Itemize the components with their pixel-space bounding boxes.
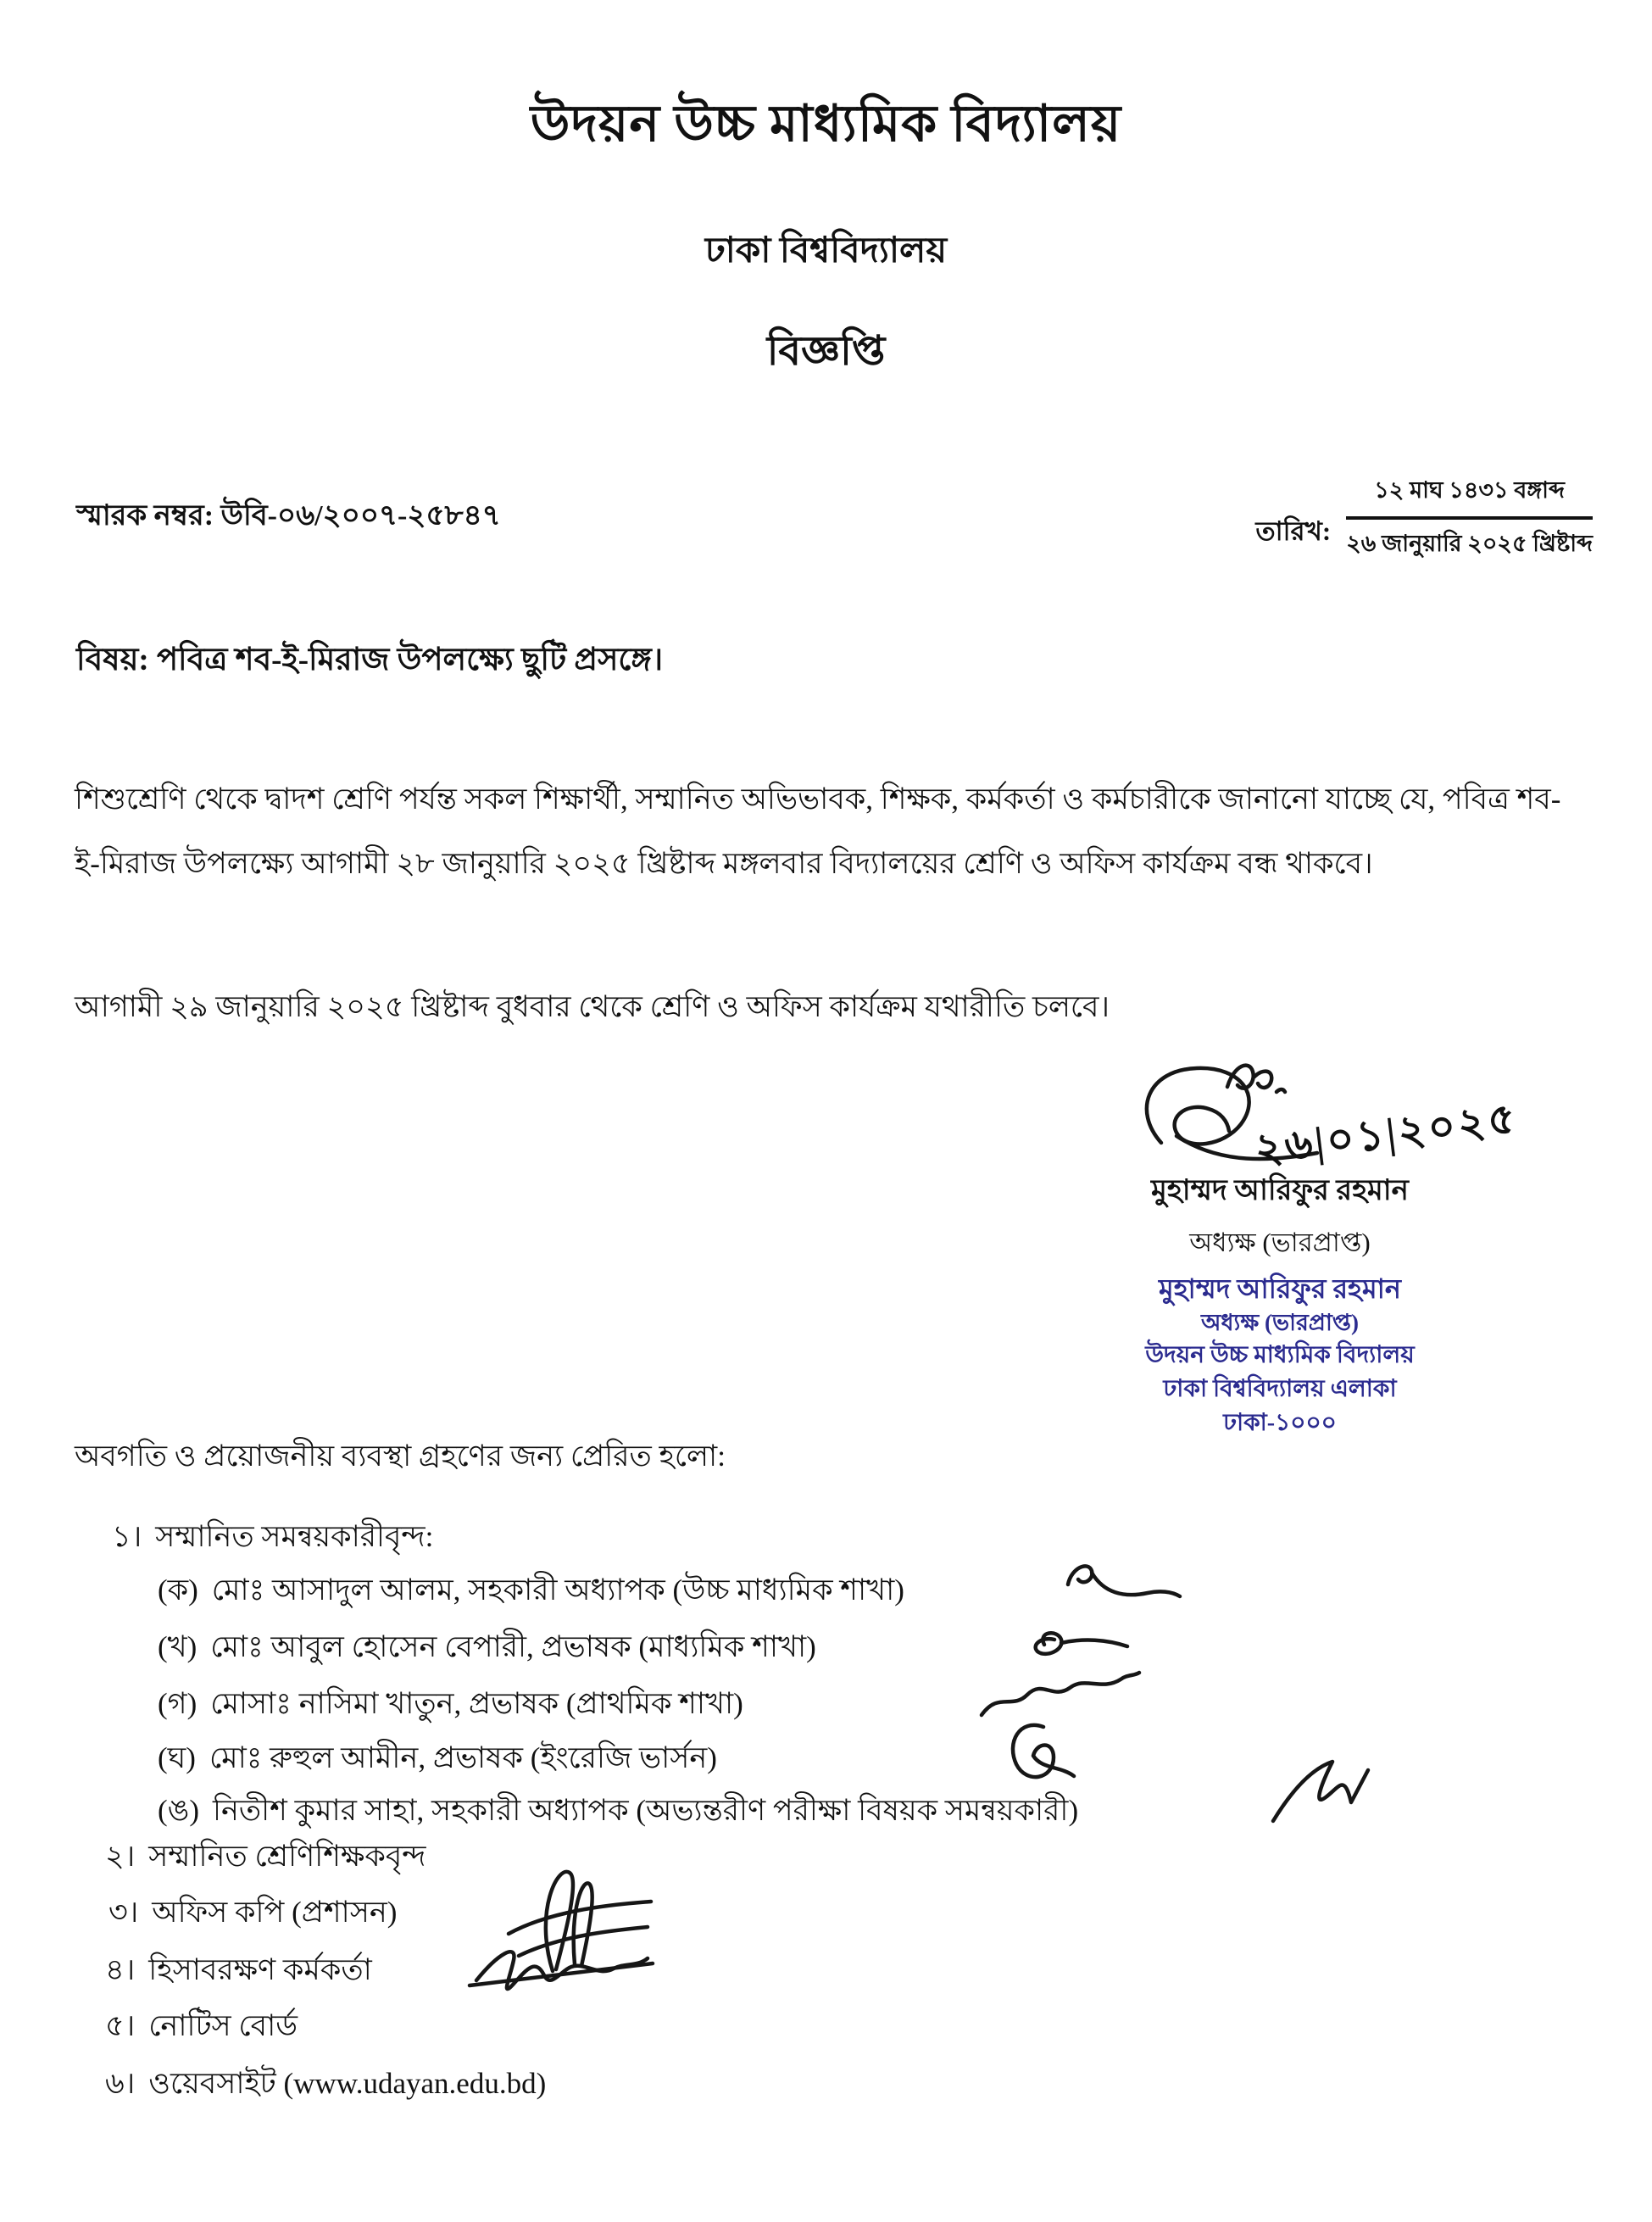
memo-label: স্মারক নম্বর: — [76, 500, 214, 532]
date-label: তারিখ: — [1255, 516, 1332, 546]
stamp-institution: উদয়ন উচ্চ মাধ্যমিক বিদ্যালয় — [1145, 1342, 1415, 1368]
distribution-item-1: ১। সম্মানিত সমন্বয়কারীবৃন্দ: — [112, 1520, 434, 1553]
subject-line: বিষয়: পবিত্র শব-ই-মিরাজ উপলক্ষ্যে ছুটি প্রসঙ্গে। — [76, 643, 664, 677]
date-bangla-calendar: ১২ মাঘ ১৪৩১ বঙ্গাব্দ — [1346, 473, 1593, 520]
distribution-item-2: ২। সম্মানিত শ্রেণিশিক্ষকবৃন্দ — [105, 1840, 426, 1873]
distribution-intro: অবগতি ও প্রয়োজনীয় ব্যবস্থা গ্রহণের জন্য প্রেরিত হলো: — [75, 1440, 726, 1473]
signature-coordinator-e — [1263, 1753, 1382, 1834]
stamp-name: মুহাম্মদ আরিফুর রহমান — [1158, 1273, 1402, 1304]
body-paragraph-2: আগামী ২৯ জানুয়ারি ২০২৫ খ্রিষ্টাব্দ বুধবার থেকে শ্রেণি ও অফিস কার্যক্রম যথারীতি চলবে। — [75, 990, 1110, 1023]
stamp-city: ঢাকা-১০০০ — [1223, 1410, 1337, 1436]
date-gregorian-calendar: ২৬ জানুয়ারি ২০২৫ খ্রিষ্টাব্দ — [1346, 531, 1593, 556]
school-location: ঢাকা বিশ্ববিদ্যালয় — [704, 231, 948, 270]
signature-coordinator-d — [996, 1717, 1089, 1793]
distribution-item-3: ৩। অফিস কপি (প্রশাসন) — [108, 1896, 398, 1929]
signatory-designation: অধ্যক্ষ (ভারপ্রাপ্ত) — [1189, 1228, 1371, 1257]
signatory-name: মুহাম্মদ আরিফুর রহমান — [1151, 1175, 1409, 1206]
distribution-item-1a: (ক) মোঃ আসাদুল আলম, সহকারী অধ্যাপক (উচ্চ মাধ্যমিক শাখা) — [158, 1573, 904, 1607]
body-paragraph-1: শিশুশ্রেণি থেকে দ্বাদশ শ্রেণি পর্যন্ত সকল শিক্ষার্থী, সম্মানিত অভিভাবক, শিক্ষক, কর্মকর্তা ও কর্মচারীকে জানানো যাচ্ছে যে, পবিত্র শব-ই-মিরাজ উপলক্ষ্যে আগামী ২৮ জানুয়ারি ২০২৫ খ্রিষ্টাব্দ মঙ্গলবার বিদ্যালয়ের শ্রেণি ও অফিস কার্যক্রম বন্ধ থাকবে। — [75, 782, 1561, 880]
date-block — [1255, 473, 1593, 565]
distribution-item-5: ৫। নোটিস বোর্ড — [105, 2009, 298, 2042]
distribution-item-1c: (গ) মোসাঃ নাসিমা খাতুন, প্রভাষক (প্রাথমিক শাখা) — [158, 1687, 743, 1720]
distribution-item-1d: (ঘ) মোঃ রুহুল আমীন, প্রভাষক (ইংরেজি ভার্সন) — [158, 1741, 717, 1774]
distribution-item-4: ৪। হিসাবরক্ষণ কর্মকর্তা — [105, 1953, 372, 1986]
memo-value: উবি-০৬/২০০৭-২৫৮৪৭ — [220, 500, 501, 532]
handwritten-date: ২৬|০১|২০২৫ — [1252, 1094, 1521, 1173]
stamp-designation: অধ্যক্ষ (ভারপ্রাপ্ত) — [1201, 1310, 1359, 1335]
signature-coordinator-a — [1060, 1556, 1187, 1607]
date-fraction — [1346, 473, 1593, 565]
memo-number-line — [76, 493, 501, 542]
distribution-item-6: ৬। ওয়েবসাইট (www.udayan.edu.bd) — [105, 2067, 547, 2100]
school-name: উদয়ন উচ্চ মাধ্যমিক বিদ্যালয় — [530, 96, 1122, 152]
distribution-item-1e: (ঙ) নিতীশ কুমার সাহা, সহকারী অধ্যাপক (অভ্যন্তরীণ পরীক্ষা বিষয়ক সমন্বয়কারী) — [158, 1794, 1079, 1827]
distribution-item-1b: (খ) মোঃ আবুল হোসেন বেপারী, প্রভাষক (মাধ্যমিক শাখা) — [158, 1630, 816, 1663]
notice-title: বিজ্ঞপ্তি — [766, 329, 886, 374]
signature-accounts-officer — [464, 1933, 659, 2013]
stamp-area: ঢাকা বিশ্ববিদ্যালয় এলাকা — [1163, 1376, 1397, 1402]
office-stamp — [1064, 1270, 1496, 1440]
